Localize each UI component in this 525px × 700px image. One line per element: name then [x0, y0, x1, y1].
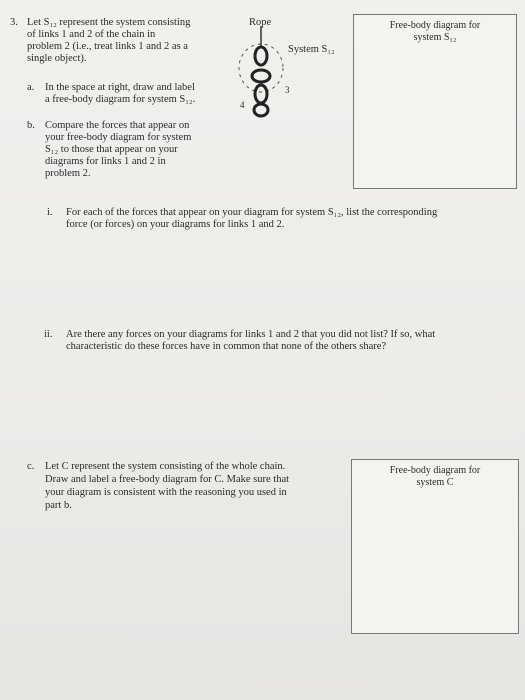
chain-link-2 — [252, 70, 270, 82]
intro-line-1: Let S₁₂ represent the system consisting — [27, 17, 191, 28]
chain-link-1 — [255, 47, 267, 65]
system-s12-label: System S₁₂ — [288, 44, 335, 55]
fbd-box-system-s12[interactable] — [353, 14, 517, 189]
part-b-line-2: your free-body diagram for system — [45, 132, 192, 143]
chain-link-3 — [255, 85, 267, 103]
part-ii-line-1: Are there any forces on your diagrams for links 1 and 2 that you did not list? If so, what — [66, 329, 436, 340]
part-a-label: a. — [27, 82, 35, 93]
part-c-line-3: your diagram is consistent with the reasoning you used in — [45, 487, 287, 498]
part-i-line-2: force (or forces) on your diagrams for links 1 and 2. — [66, 219, 285, 230]
part-b-line-1: Compare the forces that appear on — [45, 120, 190, 131]
part-i-line-1: For each of the forces that appear on your diagram for system S₁₂, list the corresponding — [66, 207, 438, 218]
fbd-box-2-title-line-1: Free-body diagram for — [389, 465, 481, 476]
part-c-line-1: Let C represent the system consisting of the whole chain. — [45, 461, 286, 472]
part-c-line-2: Draw and label a free-body diagram for C. Make sure that — [45, 474, 290, 485]
part-c-label: c. — [27, 461, 35, 472]
part-b-line-4: diagrams for links 1 and 2 in — [45, 156, 166, 167]
part-ii-line-2: characteristic do these forces have in common that none of the others share? — [66, 341, 387, 352]
part-a-line-2: a free-body diagram for system S₁₂. — [45, 94, 196, 105]
link-4-label: 4 — [240, 100, 245, 110]
part-i-label: i. — [47, 207, 53, 218]
part-b-line-5: problem 2. — [45, 168, 91, 179]
fbd-box-1-title-line-1: Free-body diagram for — [389, 20, 481, 31]
fbd-box-1-title-line-2: system S₁₂ — [413, 32, 457, 43]
fbd-box-system-c[interactable] — [351, 459, 519, 634]
intro-line-3: problem 2 (i.e., treat links 1 and 2 as a — [27, 41, 188, 52]
part-b-line-3: S₁₂ to those that appear on your — [45, 144, 178, 155]
link-3-label: 3 — [285, 85, 290, 95]
intro-line-2: of links 1 and 2 of the chain in — [27, 29, 156, 40]
chain-link-4 — [254, 104, 268, 116]
chain-figure — [232, 20, 292, 130]
part-ii-label: ii. — [44, 329, 53, 340]
part-c-line-4: part b. — [45, 500, 72, 511]
part-a-line-1: In the space at right, draw and label — [45, 82, 195, 93]
rope-label: Rope — [249, 17, 272, 28]
question-number: 3. — [10, 17, 18, 28]
part-b-label: b. — [27, 120, 35, 131]
intro-line-4: single object). — [27, 53, 87, 64]
fbd-box-2-title-line-2: system C — [416, 477, 454, 488]
